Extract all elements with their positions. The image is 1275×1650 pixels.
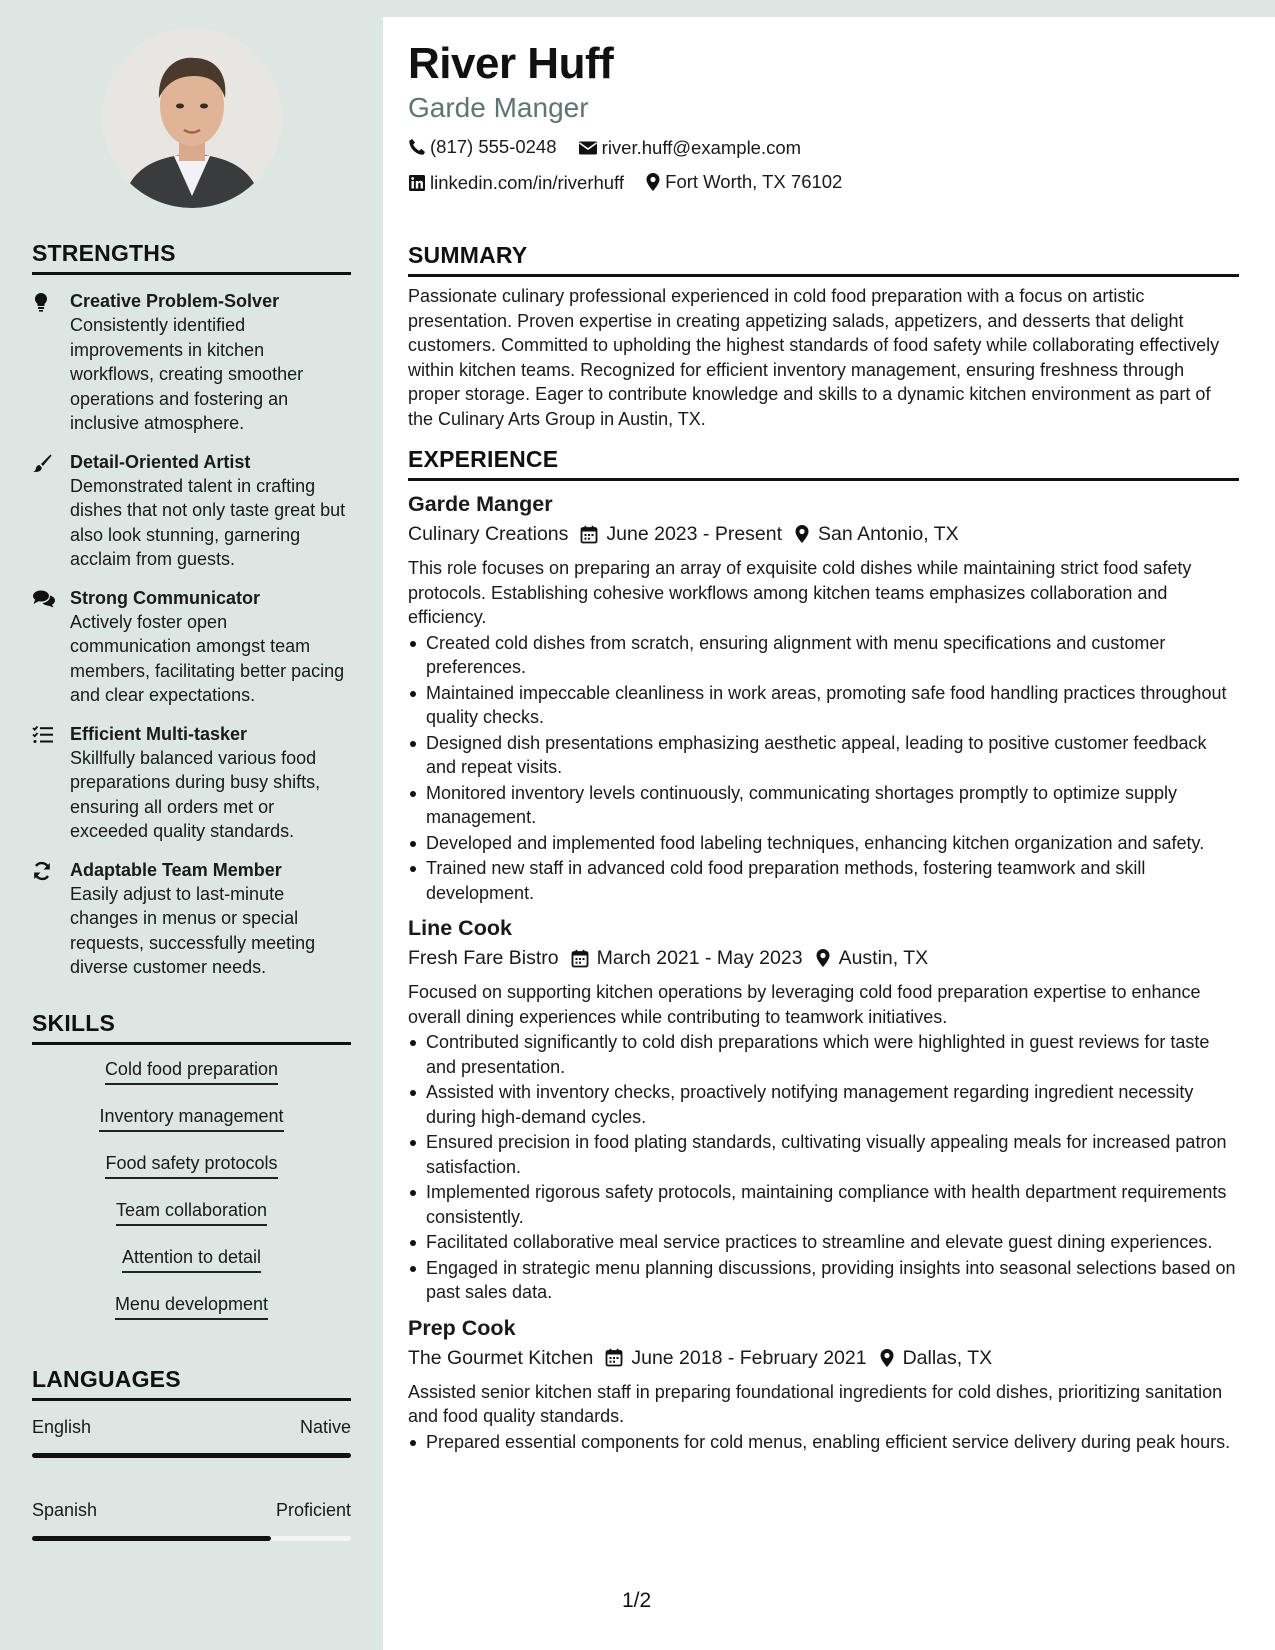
summary-heading: SUMMARY (408, 242, 1239, 277)
job-location: San Antonio, TX (818, 523, 959, 545)
calendar-icon (571, 949, 589, 968)
job-bullets (408, 1430, 1239, 1455)
skill-tag: Menu development (115, 1292, 268, 1320)
job-bullet: Engaged in strategic menu planning discussions, providing insights into seasonal selections based on past sales data. (408, 1256, 1239, 1305)
task-list-icon (32, 722, 70, 844)
calendar-icon (580, 525, 598, 544)
strength-item (32, 289, 351, 436)
job-entry (408, 914, 1239, 1305)
skill-tag: Food safety protocols (105, 1151, 277, 1179)
linkedin-contact[interactable] (408, 167, 624, 199)
job-dates: June 2018 - February 2021 (631, 1346, 867, 1369)
job-bullet: Designed dish presentations emphasizing aesthetic appeal, leading to positive customer feedback and repeat visits. (408, 731, 1239, 780)
skill-tag: Inventory management (99, 1104, 283, 1132)
calendar-icon (605, 1348, 623, 1367)
company-name: The Gourmet Kitchen (408, 1346, 594, 1369)
strengths-section (32, 240, 351, 980)
job-meta (408, 944, 1239, 972)
map-marker-icon (815, 948, 831, 968)
language-item (32, 1498, 351, 1541)
language-level: Native (299, 1417, 351, 1437)
lightbulb-icon (32, 289, 70, 436)
linkedin-url: linkedin.com/in/riverhuff (430, 172, 624, 193)
job-location: Austin, TX (838, 947, 929, 969)
language-bar-fill (32, 1536, 271, 1541)
job-location: Dallas, TX (902, 1346, 993, 1369)
strength-title: Adaptable Team Member (70, 859, 282, 880)
job-bullets (408, 1030, 1239, 1305)
job-dates: March 2021 - May 2023 (596, 947, 803, 969)
job-bullet: Prepared essential components for cold menus, enabling efficient service delivery during peak hours. (408, 1430, 1239, 1455)
map-marker-icon (879, 1348, 895, 1368)
email-contact[interactable] (578, 132, 801, 164)
job-bullet: Facilitated collaborative meal service practices to streamline and elevate guest dining experiences. (408, 1230, 1239, 1255)
job-bullet: Created cold dishes from scratch, ensuring alignment with menu specifications and customer preferences. (408, 631, 1239, 680)
summary-section (408, 242, 1239, 431)
strength-desc: Demonstrated talent in crafting dishes that not only taste great but also look stunning, garnering acclaim from guests. (70, 475, 346, 569)
strength-title: Strong Communicator (70, 587, 261, 608)
skills-heading: SKILLS (32, 1010, 351, 1045)
summary-text: Passionate culinary professional experienced in cold food preparation with a focus on artistic presentation. Proven expertise in creating appetizing salads, appetizers, and desserts that delight customers. Committed to upholding the highest standards of food safety while collaborating effectively within kitchen teams. Recognized for efficient inventory management, ensuring freshness through proper storage. Eager to contribute knowledge and skills to a dynamic kitchen environment as part of the Culinary Arts Group in Austin, TX. (408, 286, 1220, 429)
skills-section (32, 1010, 351, 1339)
strength-item (32, 722, 351, 844)
job-title: Line Cook (408, 916, 512, 940)
skill-list (32, 1057, 351, 1339)
job-description: This role focuses on preparing an array of exquisite cold dishes while maintaining strict food safety protocols. Establishing cohesive workflows among kitchen teams emphasizes collaboration and efficiency. (408, 558, 1192, 627)
language-name: Spanish (32, 1500, 98, 1520)
job-bullet: Monitored inventory levels continuously, communicating shortages promptly to optimize supply management. (408, 781, 1239, 830)
strength-desc: Consistently identified improvements in kitchen workflows, creating smoother operations and fostering an inclusive atmosphere. (70, 315, 304, 433)
sidebar (0, 0, 383, 1650)
location-contact (645, 166, 842, 198)
strength-desc: Skillfully balanced various food preparations during busy shifts, ensuring all orders met or exceeded quality standards. (70, 747, 321, 841)
strengths-heading: STRENGTHS (32, 240, 351, 275)
job-bullet: Ensured precision in food plating standards, cultivating visually appealing meals for increased patron satisfaction. (408, 1130, 1239, 1179)
map-marker-icon (794, 524, 810, 544)
job-bullets (408, 631, 1239, 906)
company-name: Culinary Creations (408, 523, 569, 545)
strength-item (32, 450, 351, 572)
job-dates: June 2023 - Present (606, 523, 783, 545)
job-meta (408, 1344, 1239, 1372)
language-bar (32, 1453, 351, 1458)
main-content (383, 17, 1275, 1650)
job-list (408, 490, 1239, 1454)
candidate-role: Garde Manger (408, 92, 589, 123)
candidate-name: River Huff (408, 39, 614, 88)
comments-icon (32, 586, 70, 708)
job-bullet: Developed and implemented food labeling techniques, enhancing kitchen organization and safety. (408, 831, 1239, 856)
experience-heading: EXPERIENCE (408, 446, 1239, 481)
header (408, 39, 1239, 202)
phone-contact[interactable] (408, 131, 557, 163)
skill-tag: Team collaboration (116, 1198, 267, 1226)
job-bullet: Assisted with inventory checks, proactively notifying management regarding ingredient necessity during high-demand cycles. (408, 1080, 1239, 1129)
job-bullet: Implemented rigorous safety protocols, maintaining compliance with health department requirements consistently. (408, 1180, 1239, 1229)
language-level: Proficient (275, 1500, 351, 1520)
page-number: 1/2 (622, 1589, 652, 1612)
strength-desc: Actively foster open communication amongst team members, facilitating better pacing and clear expectations. (70, 611, 345, 705)
strength-title: Creative Problem-Solver (70, 291, 280, 311)
language-bar (32, 1536, 351, 1541)
strength-title: Detail-Oriented Artist (70, 451, 251, 472)
strength-item (32, 858, 351, 980)
job-title: Prep Cook (408, 1315, 516, 1340)
email-address: river.huff@example.com (601, 137, 802, 158)
job-title: Garde Manger (408, 492, 553, 516)
phone-number: (817) 555-0248 (430, 136, 557, 157)
skill-tag: Cold food preparation (105, 1057, 278, 1085)
sync-icon (32, 858, 70, 980)
phone-icon (408, 138, 426, 156)
map-marker-icon (645, 172, 661, 192)
paintbrush-icon (32, 450, 70, 572)
strength-item (32, 586, 351, 708)
job-bullet: Maintained impeccable cleanliness in work areas, promoting safe food handling practices throughout quality checks. (408, 681, 1239, 730)
profile-photo (102, 28, 282, 208)
experience-section (408, 446, 1239, 1455)
languages-section (32, 1366, 351, 1541)
language-bar-fill (32, 1453, 351, 1458)
strength-title: Efficient Multi-tasker (70, 723, 248, 744)
languages-heading: LANGUAGES (32, 1366, 351, 1401)
envelope-icon (578, 140, 598, 156)
job-bullet: Contributed significantly to cold dish preparations which were highlighted in guest reviews for taste and presentation. (408, 1030, 1239, 1079)
job-description: Assisted senior kitchen staff in preparing foundational ingredients for cold dishes, prioritizing sanitation and food quality standards. (408, 1381, 1223, 1426)
job-entry (408, 1314, 1239, 1455)
job-meta (408, 520, 1239, 548)
contact-info (408, 131, 1239, 202)
job-entry (408, 490, 1239, 905)
job-description: Focused on supporting kitchen operations by leveraging cold food preparation expertise to enhance overall dining experiences while contributing to teamwork initiatives. (408, 982, 1201, 1027)
language-item (32, 1415, 351, 1458)
company-name: Fresh Fare Bistro (408, 947, 559, 969)
location-text: Fort Worth, TX 76102 (665, 171, 843, 192)
job-bullet: Trained new staff in advanced cold food preparation methods, fostering teamwork and skill development. (408, 856, 1239, 905)
strength-desc: Easily adjust to last-minute changes in menus or special requests, successfully meeting diverse customer needs. (70, 883, 316, 977)
language-name: English (32, 1417, 92, 1437)
skill-tag: Attention to detail (122, 1245, 261, 1273)
linkedin-icon (408, 174, 426, 192)
